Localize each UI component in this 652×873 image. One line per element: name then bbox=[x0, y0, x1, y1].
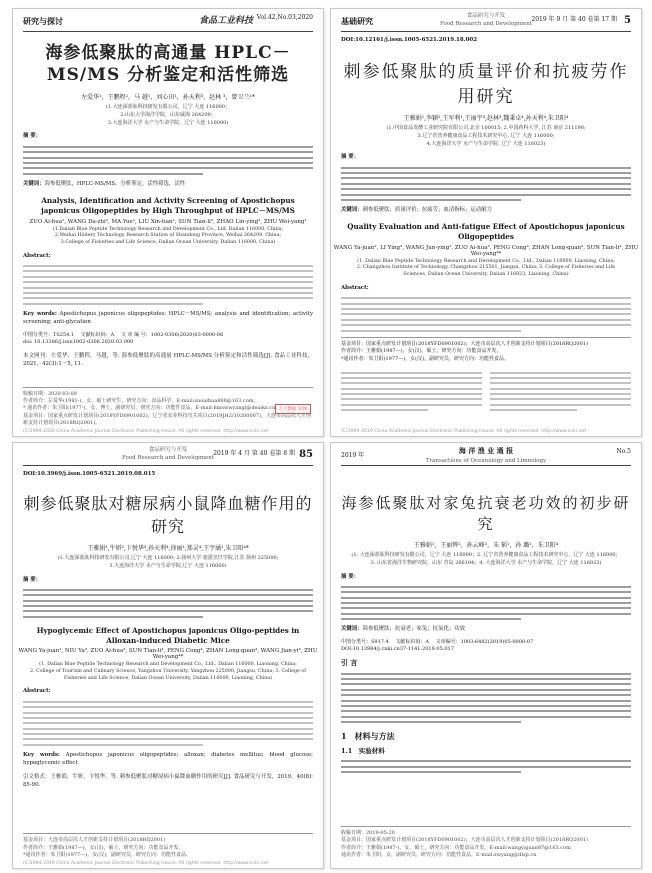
paper-page-3[interactable] bbox=[12, 442, 324, 869]
page-footnote: 收稿日期：2020-03-09 作者简介：左爱华(1981-)，女，硕士研究生，研究方向：食品科学，E-mail:zuoaihua888@163.com。 * 通讯作者：朱卫阳(1977-)，女，博士，副研究员，研究方向：功能性食品，E-mail:hmswwyangl@deaiks.cn。 基金项目：国家重点研发计划项目(2018YFD0901002)，辽宁省农业科技攻关项目(2019JH2/10200007)，大连市高层次人才创新支持计划项目(2018RQ2001)。 bbox=[23, 387, 313, 427]
paper-page-2[interactable] bbox=[330, 8, 642, 437]
issue-info: 2019 年 9 月 第 40 卷第 17 期 bbox=[531, 16, 617, 23]
issue-number: No.5 bbox=[616, 448, 631, 455]
keywords-zh: 关键词：海参低聚肽，HPLC-MS/MS，分析鉴定，活性筛选，活性 bbox=[23, 180, 186, 187]
abstract-zh-body bbox=[23, 589, 313, 618]
copyright-watermark: (C)1994-2019 China Academic Journal Electronic Publishing House. All rights reserved. http://www.cnki.net bbox=[23, 861, 269, 866]
database-stamp: 万方数据 知网 bbox=[275, 404, 311, 414]
keywords-zh: 关键词：刺参低聚肽；质量评价；抗疲劳；血清指标；运动耐力 bbox=[341, 206, 492, 213]
keywords-zh: 关键词：海参低聚肽；抗衰老；家兔；抗氧化；功效 bbox=[341, 626, 466, 633]
copyright-watermark: (C)1994-2020 China Academic Journal Electronic Publishing House. All rights reserved. http://www.cnki.net bbox=[23, 429, 269, 434]
paper-title: 海参低聚肽的高通量 HPLC－MS/MS 分析鉴定和活性筛选 bbox=[45, 43, 291, 86]
page-header bbox=[23, 443, 313, 466]
abstract-en-body bbox=[23, 265, 313, 305]
abstract-en-body bbox=[23, 701, 313, 746]
english-authors: WANG Ya-juan¹, NIU Ya², ZUO Ai-hua³, SUN Tian-li⁴, PENG Cong⁴, ZHAN Long-quan⁴, WANG Jian-yi⁴, ZHU Wei-yang⁴* bbox=[18, 648, 318, 661]
abstract-zh-body bbox=[341, 586, 631, 620]
english-affiliations: (1.Dalian Blue Peptide Technology Research and Development Co., Ltd, Dalian 116000, China; 2.Weihai Hiidery Technology Research Station of Shandong Province, Weihai 264209, China; 3.College of Fisheries and Life Science, Dalian Ocean University, Dalian 116000, China) bbox=[52, 226, 284, 245]
abstract-zh: 摘 要： bbox=[341, 154, 360, 161]
page-header bbox=[341, 443, 631, 466]
affiliations: (1.中国食品发酵工业研究院有限公司,北京 100015; 2.中国药科大学, 江苏 南京 211198; 3.辽宁省营养健康食品工程技术研究中心, 辽宁 大连 116000; 4.大连海洋大学 水产与生命学院, 辽宁 大连 116023) bbox=[386, 125, 586, 147]
abstract-zh: 摘 要： bbox=[341, 573, 360, 580]
author-list: 王雅娟¹，王丽辉²，孙云峰³，朱 韬¹，孙 璐¹，朱卫阳⁴ bbox=[413, 542, 559, 549]
page-number: 85 bbox=[299, 449, 313, 460]
doi: DOI:10.12161/j.issn.1005-6521.2019.18.002 bbox=[341, 37, 478, 43]
english-affiliations: (1. Dalian Blue Peptide Technology Research and Development Co., Ltd., Dalian 116000, Liaoning, China; 2. College of Tourism and Culinary Science, Yangzhou University, Yangzhou 225000, Jiangsu, China; 3. College of Fisheries and Life Science, Dalian Ocean University, Dalian 116000, Liaoning, China) bbox=[29, 662, 307, 681]
abstract-zh: 摘 要： bbox=[23, 576, 42, 583]
section-heading: 1 材料与方法 bbox=[341, 731, 395, 742]
journal-name: 食品研究与开发 Food Research and Development bbox=[439, 13, 533, 28]
abstract-zh-body bbox=[341, 167, 631, 201]
affiliations: (1.大连深蓝肽科技研发有限公司,辽宁 大连 116000; 2.扬州大学 旅游烹饪学院,江苏 扬州 225000; 3.大连海洋大学 水产与生命学院,辽宁 大连 116000) bbox=[57, 555, 279, 569]
english-title: Quality Evaluation and Anti-fatigue Effect of Apostichopus japonicus Oligopeptides bbox=[347, 222, 625, 242]
page-header bbox=[23, 9, 313, 32]
abstract-en: Abstract: bbox=[341, 284, 369, 291]
author-list: 左爱华¹，王鹏程²，马 越¹，刘心田¹，孙天利³，赵林 ³，曾卫兰¹* bbox=[81, 94, 255, 102]
journal-name: 海 洋 渔 业 通 报 Transactions of Oceanology and Limnology bbox=[425, 446, 547, 464]
references-preview bbox=[341, 368, 631, 415]
issue-info: 2019 年 4 月 第 40 卷第 8 期 bbox=[213, 450, 295, 457]
english-authors: WANG Ya-juan¹, LI Ying², WANG Jun-ying¹, ZUO Ai-hua³, PENG Cong³, ZHAN Long-quan³, SUN Tian-li⁴, ZHU Wei-yang⁴* bbox=[333, 244, 639, 257]
abstract-en: Abstract: bbox=[23, 252, 51, 259]
funding-info: 基金项目：国家重点研发计划项目(2018YFD0901002)；大连市高层次人才创新支持计划项目(2018RQ2001) 作者简介：王雅娟(1987—)，女(汉)，硕士，研究方向：功能食品开发。 *通讯作者：朱卫阳(1977—)，女(汉)，副研究员，研究方向：功能性食品。 bbox=[341, 337, 631, 364]
abstract-en-body bbox=[341, 297, 631, 331]
affiliations: (1.大连深蓝肽科技研发有限公司，辽宁 大连 116000； 2.山东大学海洋学院，山东威海 264209； 3.大连海洋大学 水产与生命学院，辽宁 大连 116000) bbox=[106, 104, 230, 126]
classification-info: 中图分类号：S917.4 文献标识码：A 文章编号：1003-6482(2019)05-0000-07 DOI:10.13984/j.cnki.cn37-1141.2019.05.017 bbox=[341, 638, 534, 653]
intro-body bbox=[341, 673, 631, 724]
abstract-en: Abstract: bbox=[23, 688, 51, 695]
page-footnote: 基金项目：大连市高层次人才创新支持计划项目(2018RQ2001) 作者简介：王雅娟(1987—)，女(汉)，硕士，研究方向：功能食品开发。 *通讯作者：朱卫阳(1977—)，女(汉)，副研究员，研究方向：功能性食品。 bbox=[23, 833, 313, 859]
page-footnote: 收稿日期：2019-05-20 基金项目：国家重点研发计划项目(2018YFD0901002)；大连市高层次人才创新支持计划项目(2018RQ2001) 作者简介：王雅娟(1987-)，女，硕士，研究方向：功能食品开发。E-mail:wangyajuan87@163.com 通讯作者：朱卫阳，女，副研究员，研究方向：功能性食品。E-mail:zwyang@dlsp.cn bbox=[341, 826, 631, 859]
section-body bbox=[341, 760, 631, 773]
year-label: 2019 年 bbox=[341, 452, 365, 459]
english-title: Hypoglycemic Effect of Apostichopus japonicus Oligo-peptides in Alloxan-induced Diabetic Mice bbox=[36, 625, 300, 645]
doi: DOI:10.3969/j.issn.1005-6521.2019.08.015 bbox=[23, 471, 156, 477]
journal-name: 食品研究与开发 Food Research and Development bbox=[121, 447, 215, 462]
citation: 本文网刊：左爱华，王鹏程，马越，等. 海参低聚肽的高通量 HPLC-MS/MS 分析鉴定和活性筛选[J]. 食品工业科技，2021，42(3):1－5, 11. bbox=[23, 352, 313, 367]
journal-section: 研究与探讨 bbox=[23, 16, 63, 26]
page-number: 5 bbox=[624, 15, 631, 26]
keywords-en: Key words: Apostichopus japonicus oligopeptides; HPLC－MS/MS; analysis and identification; activity screening; anti-glycation bbox=[23, 310, 313, 326]
paper-page-1[interactable] bbox=[12, 8, 324, 437]
english-affiliations: (1. Dalian Blue Peptide Technology Research and Development Co., Ltd., Dalian 116000, Liaoning, China; 2. Changzhou Institute of Technology, Changzhou 215501, Jiangsu, China; 3. College of Fisheries and Life Sciences, Dalian Ocean University, Dalian 116023, Liaoning, China) bbox=[356, 258, 616, 278]
affiliations: (1. 大连深蓝肽科技研发有限公司，辽宁 大连 116000；2. 辽宁省营养健康食品工程技术研究中心，辽宁 大连 116000； 3. 山东省海洋生物研究院，山东 青岛 266104；4. 大连海洋大学 水产与生命学院，辽宁 大连 116023) bbox=[351, 552, 621, 566]
classification-info: 中图分类号：TS254.1 文献标识码：A 文 章 编 号：1002-0306(2020)03-0000-06 doi: 10.13386/j.issn1002-0306.2020.03.000 bbox=[23, 331, 224, 346]
journal-section: 基础研究 bbox=[341, 16, 373, 26]
journal-logo: 食品工业科技 bbox=[198, 16, 253, 26]
subsection-heading: 1.1 实验材料 bbox=[341, 747, 385, 756]
keywords-en: Key words: Apostichopus japonicus oligopeptides; alloxan; diabetes mellitus; blood glucose; hypoglycemic effect bbox=[23, 751, 313, 767]
author-list: 王雅娟¹,李颖²,王军利¹,王丽宇³,赵林³,魏秉卓⁴,孙天利⁴,朱卫阳⁴ bbox=[403, 115, 569, 122]
abstract-zh: 摘 要： bbox=[23, 133, 42, 140]
copyright-watermark: (C)1994-2019 China Academic Journal Electronic Publishing House. All rights reserved. http://www.cnki.net bbox=[341, 429, 587, 434]
intro-heading: 引 言 bbox=[341, 657, 358, 667]
paper-page-4[interactable] bbox=[330, 442, 642, 869]
abstract-zh-body bbox=[23, 146, 313, 175]
paper-title: 刺参低聚肽对糖尿病小鼠降血糖作用的研究 bbox=[23, 494, 313, 536]
paper-title: 海参低聚肽对家兔抗衰老功效的初步研究 bbox=[341, 494, 631, 533]
english-title: Analysis, Identification and Activity Screening of Apostichopus japonicus Oligopeptides by High Throughput of HPLC－MS/MS bbox=[41, 196, 295, 215]
author-list: 王雅娟¹,牛妍²,卞悦华³,孙天利⁴,徐丽¹,郑灵⁴,王宇涵¹,朱卫阳⁴* bbox=[87, 545, 249, 552]
volume-info: Vol.42,No.03,2020 bbox=[256, 14, 313, 21]
english-authors: ZUO Ai-hua¹, WANG Da-zhi², MA Yue¹, LIU Xin-tian¹, SUN Tian-li³, ZHAO Lin-ying³, ZHU Wei-yang¹ bbox=[29, 218, 307, 225]
page-header bbox=[341, 9, 631, 32]
paper-title: 刺参低聚肽的质量评价和抗疲劳作用研究 bbox=[343, 62, 629, 107]
citation: 引文格式：王雅娟，牛妍，卞悦华，等. 刺参低聚肽对糖尿病小鼠降血糖作用的研究[J]. 食品研究与开发，2019，40(8): 85-90. bbox=[23, 773, 313, 788]
